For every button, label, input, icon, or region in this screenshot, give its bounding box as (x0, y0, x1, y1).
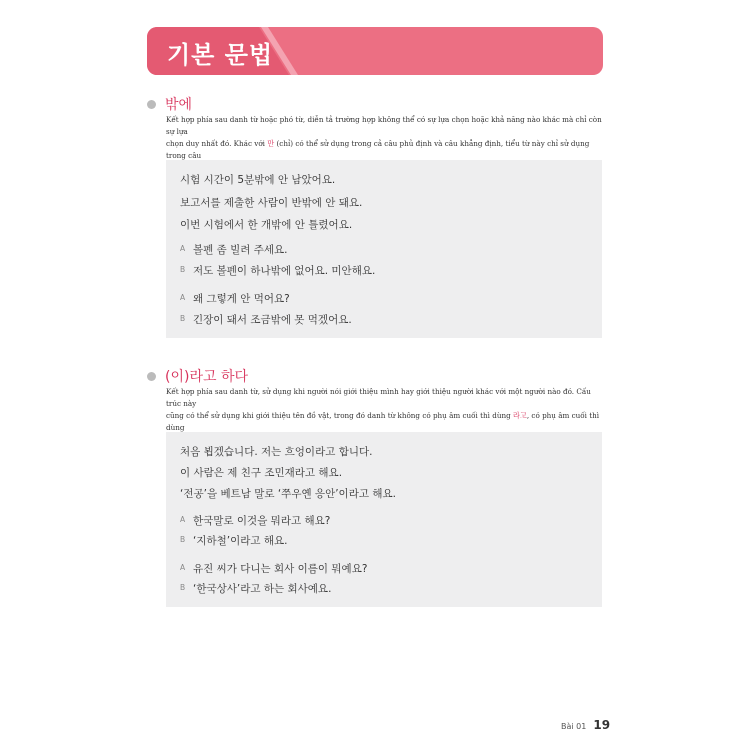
desc-line: Kết hợp phía sau danh từ, sử dụng khi người nói giới thiệu mình hay giới thiệu người khác với một người nào đó. Cấu trúc này (166, 387, 591, 408)
bullet-icon (147, 100, 156, 109)
highlight-term: 라고 (512, 411, 527, 420)
speaker-label: B (180, 265, 186, 274)
grammar-heading-1 (147, 94, 192, 114)
dialogue-line: ‘지하철’이라고 해요. (193, 535, 288, 547)
dialogue-line: 긴장이 돼서 조금밖에 못 먹겠어요. (193, 314, 352, 326)
example-box (166, 160, 602, 338)
highlight-term: 만 (267, 139, 275, 148)
example-sentence: 처음 뵙겠습니다. 저는 흐엉이라고 합니다. (180, 446, 373, 458)
dialogue-line: 저도 볼펜이 하나밖에 없어요. 미안해요. (193, 265, 376, 277)
speaker-label: A (180, 563, 186, 572)
section-banner (147, 27, 603, 75)
example-box (166, 432, 602, 607)
bullet-icon (147, 372, 156, 381)
dialogue-line: 한국말로 이것을 뭐라고 해요? (193, 515, 331, 527)
desc-line: Kết hợp phía sau danh từ hoặc phó từ, diễn tả trường hợp không thể có sự lựa chọn hoặc khả năng nào khác mà chỉ còn sự lựa (166, 115, 602, 136)
dialogue-line: 왜 그렇게 안 먹어요? (193, 293, 290, 305)
desc-line: cũng có thể sử dụng khi giới thiệu tên đồ vật, trong đó danh từ không có phụ âm cuối thì dùng 라고, có phụ âm cuối thì dùng (166, 411, 600, 432)
page-number: 19 (593, 718, 611, 732)
page-title: 기본 문법 (167, 41, 274, 69)
dialogue-line: 유진 씨가 다니는 회사 이름이 뭐예요? (193, 563, 368, 575)
example-sentence: 보고서를 제출한 사람이 반밖에 안 돼요. (180, 197, 363, 209)
grammar-heading-2 (147, 366, 248, 386)
example-sentence: 이번 시험에서 한 개밖에 안 틀렸어요. (180, 219, 353, 231)
dialogue-line: 볼펜 좀 빌려 주세요. (193, 244, 288, 256)
speaker-label: A (180, 515, 186, 524)
grammar-title: (이)라고 하다 (165, 369, 248, 385)
speaker-label: A (180, 244, 186, 253)
speaker-label: A (180, 293, 186, 302)
page-footer (561, 718, 610, 732)
example-sentence: 이 사람은 제 친구 조민재라고 해요. (180, 467, 343, 479)
speaker-label: B (180, 314, 186, 323)
example-sentence: ‘전공’을 베트남 말로 ‘쭈우옌 응안’이라고 해요. (180, 488, 396, 500)
speaker-label: B (180, 535, 186, 544)
grammar-title: 밖에 (165, 97, 193, 113)
desc-line: chọn duy nhất đó. Khác với 만 (chỉ) có thể sử dụng trong cả câu phủ định và câu khẳng định, tiểu từ này chỉ sử dụng trong câu (166, 139, 590, 160)
example-sentence: 시험 시간이 5분밖에 안 남았어요. (180, 174, 336, 186)
lesson-label: Bài 01 (561, 722, 587, 731)
speaker-label: B (180, 583, 186, 592)
dialogue-line: ‘한국상사’라고 하는 회사예요. (193, 583, 332, 595)
